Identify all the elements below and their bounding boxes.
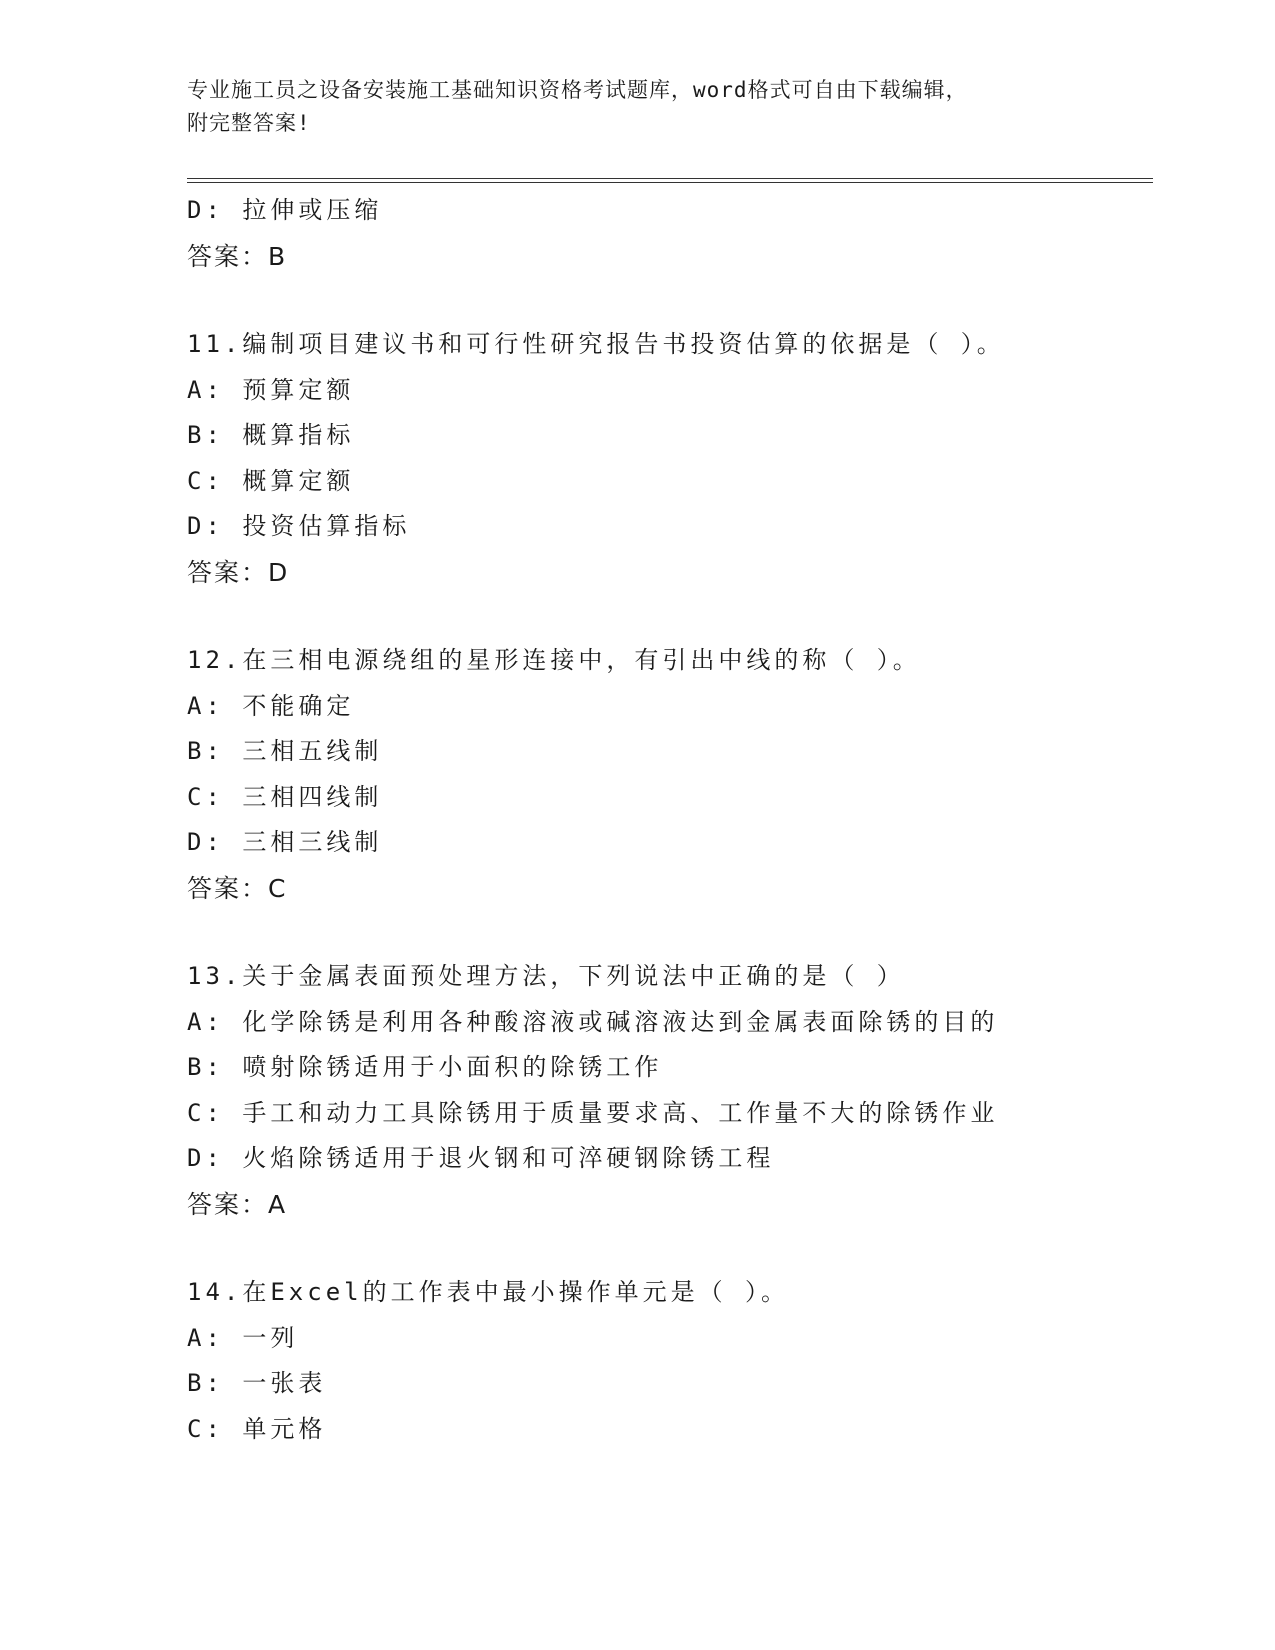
option-c: C: 单元格 (187, 1414, 327, 1443)
question-block-12 (187, 638, 1153, 911)
header-title-line-1: 专业施工员之设备安装施工基础知识资格考试题库，word格式可自由下载编辑， (187, 78, 968, 102)
question-text: 13.关于金属表面预处理方法，下列说法中正确的是（ ） (187, 962, 905, 990)
answer: 答案：C (187, 873, 288, 903)
answer: 答案：D (187, 557, 290, 587)
question-text: 14.在Excel的工作表中最小操作单元是（ ）。 (187, 1278, 790, 1306)
option-b: B: 三相五线制 (187, 737, 383, 765)
option-c: C: 三相四线制 (187, 782, 383, 811)
option-a: A: 不能确定 (187, 691, 355, 720)
header-divider (187, 178, 1153, 183)
option-b: B: 概算指标 (187, 421, 355, 449)
document-header (187, 74, 1087, 140)
option-d: D: 拉伸或压缩 (187, 196, 383, 224)
option-d: D: 三相三线制 (187, 828, 383, 856)
spacer (187, 911, 1153, 954)
question-block-14 (187, 1270, 1153, 1452)
answer: 答案：B (187, 241, 288, 271)
question-block-11 (187, 322, 1153, 595)
option-d: D: 火焰除锈适用于退火钢和可淬硬钢除锈工程 (187, 1144, 775, 1172)
question-block-13 (187, 954, 1153, 1227)
question-content (187, 188, 1153, 1452)
answer: 答案：A (187, 1189, 288, 1219)
header-title-line-2: 附完整答案! (187, 111, 311, 135)
option-a: A: 一列 (187, 1323, 299, 1352)
spacer (187, 1227, 1153, 1270)
option-b: B: 一张表 (187, 1369, 327, 1397)
question-text: 11.编制项目建议书和可行性研究报告书投资估算的依据是（ ）。 (187, 330, 1005, 358)
spacer (187, 279, 1153, 322)
option-a: A: 化学除锈是利用各种酸溶液或碱溶液达到金属表面除锈的目的 (187, 1007, 999, 1036)
question-text: 12.在三相电源绕组的星形连接中，有引出中线的称（ ）。 (187, 646, 921, 674)
option-b: B: 喷射除锈适用于小面积的除锈工作 (187, 1053, 663, 1081)
option-d: D: 投资估算指标 (187, 512, 411, 540)
option-a: A: 预算定额 (187, 375, 355, 404)
spacer (187, 595, 1153, 638)
option-c: C: 手工和动力工具除锈用于质量要求高、工作量不大的除锈作业 (187, 1098, 999, 1127)
option-c: C: 概算定额 (187, 466, 355, 495)
